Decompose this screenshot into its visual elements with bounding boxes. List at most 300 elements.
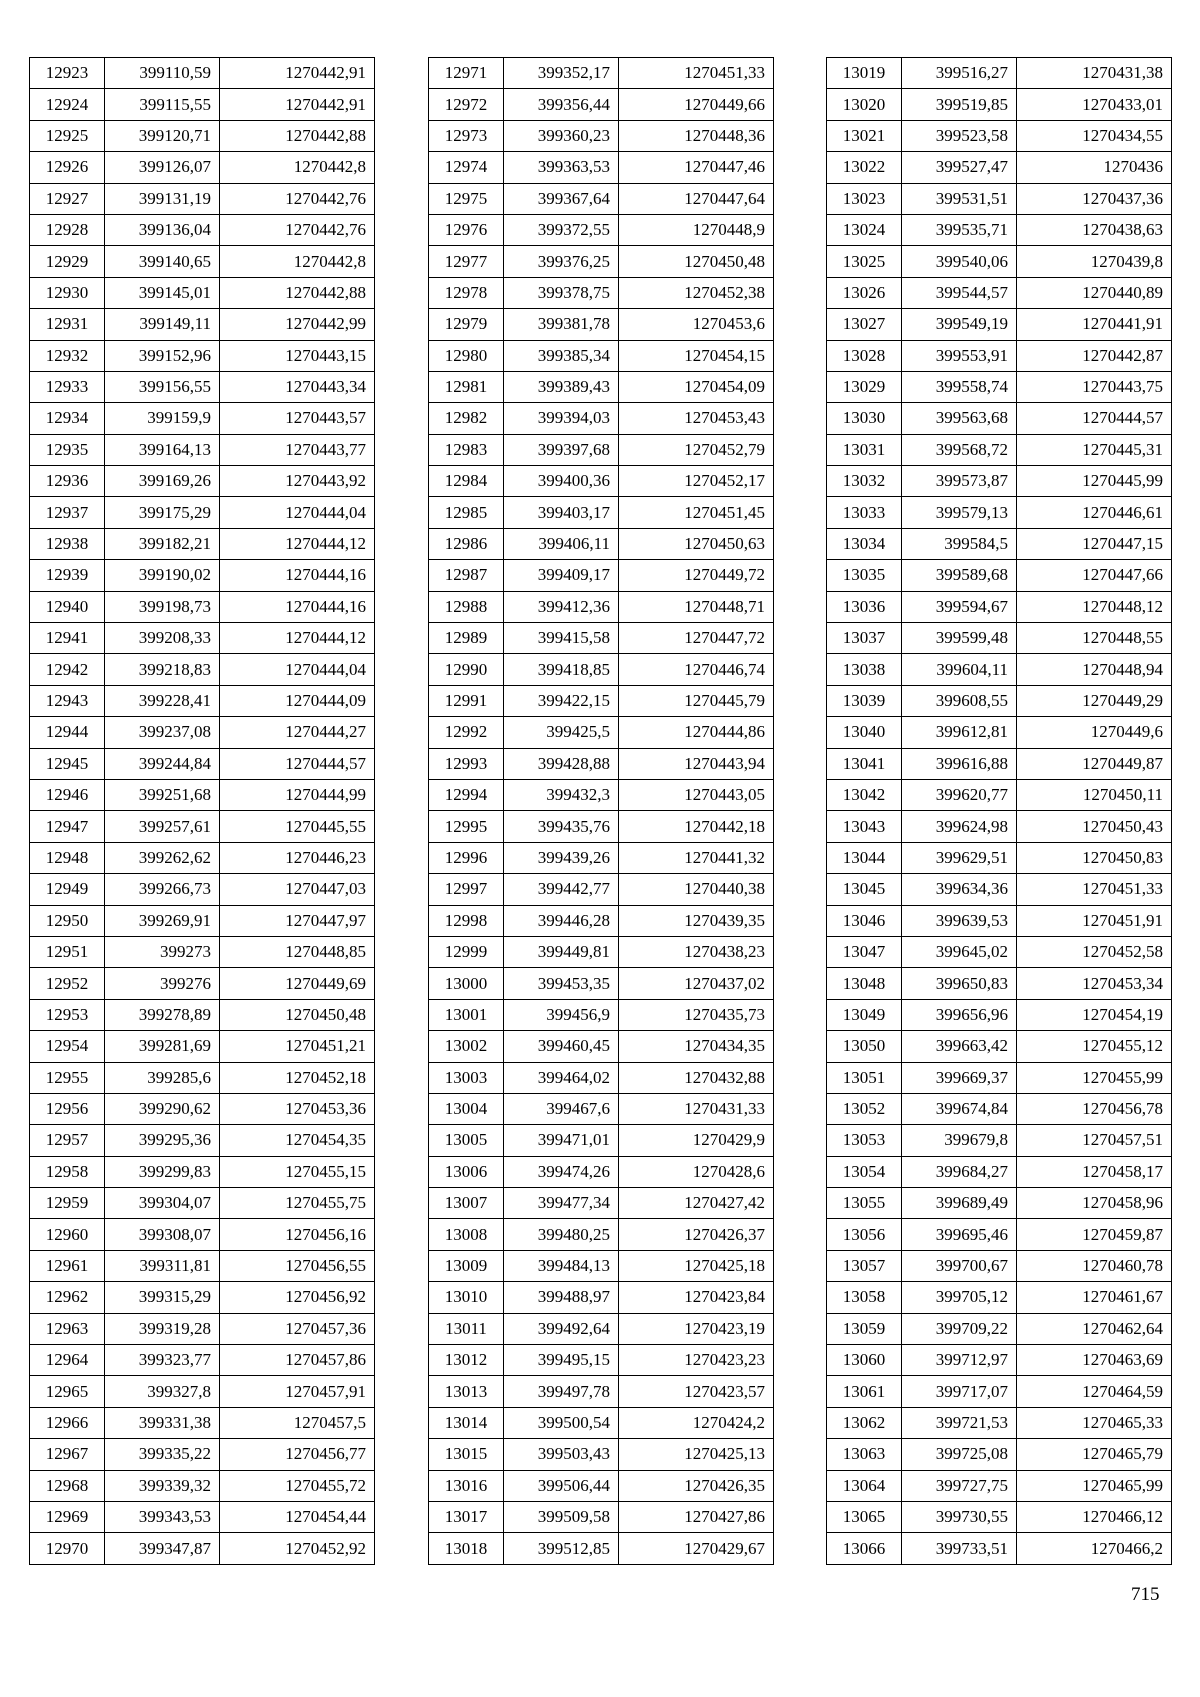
point-number-cell: 12938 [30, 528, 105, 559]
table-row [429, 214, 774, 245]
y-coordinate-cell: 1270453,6 [619, 309, 774, 340]
table-row [827, 497, 1172, 528]
point-number-cell: 13022 [827, 152, 902, 183]
x-coordinate-cell: 399363,53 [504, 152, 619, 183]
y-coordinate-cell: 1270450,43 [1017, 811, 1172, 842]
y-coordinate-cell: 1270456,78 [1017, 1093, 1172, 1124]
x-coordinate-cell: 399412,36 [504, 591, 619, 622]
x-coordinate-cell: 399372,55 [504, 214, 619, 245]
x-coordinate-cell: 399663,42 [902, 1031, 1017, 1062]
y-coordinate-cell: 1270423,19 [619, 1313, 774, 1344]
table-row [429, 1188, 774, 1219]
x-coordinate-cell: 399304,07 [105, 1188, 220, 1219]
x-coordinate-cell: 399535,71 [902, 214, 1017, 245]
y-coordinate-cell: 1270442,91 [220, 58, 375, 89]
table-row [827, 811, 1172, 842]
y-coordinate-cell: 1270455,12 [1017, 1031, 1172, 1062]
table-row [827, 152, 1172, 183]
point-number-cell: 13027 [827, 309, 902, 340]
point-number-cell: 13000 [429, 968, 504, 999]
point-number-cell: 13004 [429, 1093, 504, 1124]
y-coordinate-cell: 1270427,86 [619, 1501, 774, 1532]
x-coordinate-cell: 399519,85 [902, 89, 1017, 120]
table-row [827, 654, 1172, 685]
x-coordinate-cell: 399449,81 [504, 936, 619, 967]
coordinate-table-3 [826, 57, 1172, 1565]
y-coordinate-cell: 1270440,89 [1017, 277, 1172, 308]
x-coordinate-cell: 399352,17 [504, 58, 619, 89]
point-number-cell: 13023 [827, 183, 902, 214]
point-number-cell: 12968 [30, 1470, 105, 1501]
y-coordinate-cell: 1270447,66 [1017, 560, 1172, 591]
x-coordinate-cell: 399315,29 [105, 1282, 220, 1313]
table-row [827, 120, 1172, 151]
table-row [30, 1156, 375, 1187]
point-number-cell: 12975 [429, 183, 504, 214]
y-coordinate-cell: 1270442,8 [220, 152, 375, 183]
point-number-cell: 13045 [827, 874, 902, 905]
table-row [30, 1407, 375, 1438]
y-coordinate-cell: 1270450,83 [1017, 842, 1172, 873]
y-coordinate-cell: 1270432,88 [619, 1062, 774, 1093]
x-coordinate-cell: 399727,75 [902, 1470, 1017, 1501]
table-row [429, 1376, 774, 1407]
y-coordinate-cell: 1270446,61 [1017, 497, 1172, 528]
table-row [827, 1439, 1172, 1470]
point-number-cell: 12940 [30, 591, 105, 622]
y-coordinate-cell: 1270439,35 [619, 905, 774, 936]
point-number-cell: 13049 [827, 999, 902, 1030]
table-row [30, 58, 375, 89]
y-coordinate-cell: 1270452,58 [1017, 936, 1172, 967]
point-number-cell: 12970 [30, 1533, 105, 1564]
x-coordinate-cell: 399343,53 [105, 1501, 220, 1532]
y-coordinate-cell: 1270457,91 [220, 1376, 375, 1407]
point-number-cell: 13056 [827, 1219, 902, 1250]
y-coordinate-cell: 1270448,12 [1017, 591, 1172, 622]
point-number-cell: 13006 [429, 1156, 504, 1187]
table-row [429, 58, 774, 89]
point-number-cell: 13031 [827, 434, 902, 465]
x-coordinate-cell: 399477,34 [504, 1188, 619, 1219]
table-row [827, 1376, 1172, 1407]
x-coordinate-cell: 399152,96 [105, 340, 220, 371]
table-row [827, 842, 1172, 873]
x-coordinate-cell: 399725,08 [902, 1439, 1017, 1470]
point-number-cell: 13042 [827, 779, 902, 810]
point-number-cell: 12956 [30, 1093, 105, 1124]
point-number-cell: 12996 [429, 842, 504, 873]
table-row [30, 905, 375, 936]
table-row [827, 1313, 1172, 1344]
table-row [429, 1470, 774, 1501]
table-row [30, 340, 375, 371]
table-row [429, 1250, 774, 1281]
x-coordinate-cell: 399669,37 [902, 1062, 1017, 1093]
table-row [30, 1470, 375, 1501]
x-coordinate-cell: 399503,43 [504, 1439, 619, 1470]
table-row [30, 623, 375, 654]
x-coordinate-cell: 399257,61 [105, 811, 220, 842]
y-coordinate-cell: 1270449,66 [619, 89, 774, 120]
y-coordinate-cell: 1270457,36 [220, 1313, 375, 1344]
x-coordinate-cell: 399295,36 [105, 1125, 220, 1156]
x-coordinate-cell: 399319,28 [105, 1313, 220, 1344]
table-row [30, 403, 375, 434]
table-row [30, 1062, 375, 1093]
point-number-cell: 13017 [429, 1501, 504, 1532]
y-coordinate-cell: 1270438,23 [619, 936, 774, 967]
x-coordinate-cell: 399120,71 [105, 120, 220, 151]
y-coordinate-cell: 1270443,05 [619, 779, 774, 810]
table-row [30, 1093, 375, 1124]
point-number-cell: 13052 [827, 1093, 902, 1124]
point-number-cell: 13048 [827, 968, 902, 999]
table-row [429, 1501, 774, 1532]
table-row [827, 434, 1172, 465]
table-row [429, 874, 774, 905]
x-coordinate-cell: 399589,68 [902, 560, 1017, 591]
table-row [30, 936, 375, 967]
x-coordinate-cell: 399527,47 [902, 152, 1017, 183]
point-number-cell: 13043 [827, 811, 902, 842]
point-number-cell: 12981 [429, 371, 504, 402]
point-number-cell: 13034 [827, 528, 902, 559]
point-number-cell: 12971 [429, 58, 504, 89]
y-coordinate-cell: 1270442,91 [220, 89, 375, 120]
y-coordinate-cell: 1270447,72 [619, 623, 774, 654]
y-coordinate-cell: 1270450,11 [1017, 779, 1172, 810]
y-coordinate-cell: 1270442,76 [220, 214, 375, 245]
y-coordinate-cell: 1270442,88 [220, 120, 375, 151]
table-row [30, 685, 375, 716]
x-coordinate-cell: 399460,45 [504, 1031, 619, 1062]
point-number-cell: 12935 [30, 434, 105, 465]
table-row [429, 1219, 774, 1250]
table-row [30, 1376, 375, 1407]
y-coordinate-cell: 1270425,13 [619, 1439, 774, 1470]
point-number-cell: 12949 [30, 874, 105, 905]
point-number-cell: 12953 [30, 999, 105, 1030]
y-coordinate-cell: 1270425,18 [619, 1250, 774, 1281]
table-row [827, 560, 1172, 591]
table-row [827, 1031, 1172, 1062]
table-row [30, 1439, 375, 1470]
point-number-cell: 13015 [429, 1439, 504, 1470]
table-row [429, 842, 774, 873]
point-number-cell: 13065 [827, 1501, 902, 1532]
point-number-cell: 13040 [827, 717, 902, 748]
point-number-cell: 13019 [827, 58, 902, 89]
x-coordinate-cell: 399516,27 [902, 58, 1017, 89]
y-coordinate-cell: 1270451,33 [619, 58, 774, 89]
y-coordinate-cell: 1270448,9 [619, 214, 774, 245]
point-number-cell: 13018 [429, 1533, 504, 1564]
table-row [30, 654, 375, 685]
point-number-cell: 12943 [30, 685, 105, 716]
table-row [827, 309, 1172, 340]
y-coordinate-cell: 1270423,57 [619, 1376, 774, 1407]
point-number-cell: 12948 [30, 842, 105, 873]
point-number-cell: 13060 [827, 1345, 902, 1376]
point-number-cell: 12929 [30, 246, 105, 277]
y-coordinate-cell: 1270466,12 [1017, 1501, 1172, 1532]
y-coordinate-cell: 1270443,94 [619, 748, 774, 779]
point-number-cell: 12991 [429, 685, 504, 716]
y-coordinate-cell: 1270427,42 [619, 1188, 774, 1219]
x-coordinate-cell: 399339,32 [105, 1470, 220, 1501]
x-coordinate-cell: 399712,97 [902, 1345, 1017, 1376]
point-number-cell: 13033 [827, 497, 902, 528]
y-coordinate-cell: 1270424,2 [619, 1407, 774, 1438]
y-coordinate-cell: 1270428,6 [619, 1156, 774, 1187]
table-row [429, 1439, 774, 1470]
y-coordinate-cell: 1270442,87 [1017, 340, 1172, 371]
x-coordinate-cell: 399639,53 [902, 905, 1017, 936]
table-row [429, 152, 774, 183]
y-coordinate-cell: 1270449,6 [1017, 717, 1172, 748]
x-coordinate-cell: 399381,78 [504, 309, 619, 340]
y-coordinate-cell: 1270438,63 [1017, 214, 1172, 245]
table-row [429, 183, 774, 214]
x-coordinate-cell: 399208,33 [105, 623, 220, 654]
x-coordinate-cell: 399579,13 [902, 497, 1017, 528]
x-coordinate-cell: 399425,5 [504, 717, 619, 748]
point-number-cell: 12936 [30, 466, 105, 497]
x-coordinate-cell: 399480,25 [504, 1219, 619, 1250]
x-coordinate-cell: 399115,55 [105, 89, 220, 120]
table-row [429, 246, 774, 277]
point-number-cell: 13028 [827, 340, 902, 371]
y-coordinate-cell: 1270453,43 [619, 403, 774, 434]
y-coordinate-cell: 1270452,18 [220, 1062, 375, 1093]
point-number-cell: 13054 [827, 1156, 902, 1187]
point-number-cell: 12982 [429, 403, 504, 434]
point-number-cell: 12969 [30, 1501, 105, 1532]
x-coordinate-cell: 399182,21 [105, 528, 220, 559]
table-row [827, 1219, 1172, 1250]
x-coordinate-cell: 399446,28 [504, 905, 619, 936]
x-coordinate-cell: 399612,81 [902, 717, 1017, 748]
y-coordinate-cell: 1270444,99 [220, 779, 375, 810]
point-number-cell: 13058 [827, 1282, 902, 1313]
table-row [827, 717, 1172, 748]
x-coordinate-cell: 399544,57 [902, 277, 1017, 308]
y-coordinate-cell: 1270465,33 [1017, 1407, 1172, 1438]
y-coordinate-cell: 1270456,16 [220, 1219, 375, 1250]
table-row [429, 999, 774, 1030]
table-row [429, 591, 774, 622]
x-coordinate-cell: 399608,55 [902, 685, 1017, 716]
table-row [429, 1282, 774, 1313]
y-coordinate-cell: 1270458,17 [1017, 1156, 1172, 1187]
y-coordinate-cell: 1270448,71 [619, 591, 774, 622]
table-row [429, 811, 774, 842]
y-coordinate-cell: 1270429,9 [619, 1125, 774, 1156]
point-number-cell: 12930 [30, 277, 105, 308]
x-coordinate-cell: 399620,77 [902, 779, 1017, 810]
x-coordinate-cell: 399456,9 [504, 999, 619, 1030]
point-number-cell: 12988 [429, 591, 504, 622]
point-number-cell: 13011 [429, 1313, 504, 1344]
point-number-cell: 12995 [429, 811, 504, 842]
y-coordinate-cell: 1270454,19 [1017, 999, 1172, 1030]
y-coordinate-cell: 1270465,79 [1017, 1439, 1172, 1470]
table-row [827, 936, 1172, 967]
point-number-cell: 13066 [827, 1533, 902, 1564]
y-coordinate-cell: 1270452,38 [619, 277, 774, 308]
x-coordinate-cell: 399474,26 [504, 1156, 619, 1187]
table-row [30, 1219, 375, 1250]
y-coordinate-cell: 1270449,72 [619, 560, 774, 591]
point-number-cell: 13010 [429, 1282, 504, 1313]
x-coordinate-cell: 399376,25 [504, 246, 619, 277]
point-number-cell: 12952 [30, 968, 105, 999]
y-coordinate-cell: 1270456,77 [220, 1439, 375, 1470]
table-row [30, 1313, 375, 1344]
table-row [827, 968, 1172, 999]
point-number-cell: 13014 [429, 1407, 504, 1438]
point-number-cell: 13061 [827, 1376, 902, 1407]
table-row [30, 1501, 375, 1532]
table-row [827, 58, 1172, 89]
coordinate-table-1 [29, 57, 375, 1565]
table-row [30, 1250, 375, 1281]
table-row [429, 1062, 774, 1093]
y-coordinate-cell: 1270434,55 [1017, 120, 1172, 151]
point-number-cell: 12986 [429, 528, 504, 559]
table-row [30, 120, 375, 151]
point-number-cell: 12954 [30, 1031, 105, 1062]
point-number-cell: 12933 [30, 371, 105, 402]
x-coordinate-cell: 399488,97 [504, 1282, 619, 1313]
x-coordinate-cell: 399730,55 [902, 1501, 1017, 1532]
y-coordinate-cell: 1270458,96 [1017, 1188, 1172, 1219]
x-coordinate-cell: 399484,13 [504, 1250, 619, 1281]
table-row [827, 591, 1172, 622]
point-number-cell: 12972 [429, 89, 504, 120]
table-row [827, 1125, 1172, 1156]
table-row [429, 717, 774, 748]
point-number-cell: 13062 [827, 1407, 902, 1438]
x-coordinate-cell: 399563,68 [902, 403, 1017, 434]
x-coordinate-cell: 399409,17 [504, 560, 619, 591]
table-row [30, 214, 375, 245]
point-number-cell: 13021 [827, 120, 902, 151]
table-row [827, 874, 1172, 905]
y-coordinate-cell: 1270443,15 [220, 340, 375, 371]
table-row [429, 905, 774, 936]
x-coordinate-cell: 399218,83 [105, 654, 220, 685]
point-number-cell: 12978 [429, 277, 504, 308]
y-coordinate-cell: 1270443,57 [220, 403, 375, 434]
point-number-cell: 13035 [827, 560, 902, 591]
table-row [827, 466, 1172, 497]
point-number-cell: 12998 [429, 905, 504, 936]
point-number-cell: 12937 [30, 497, 105, 528]
point-number-cell: 12990 [429, 654, 504, 685]
table-row [30, 309, 375, 340]
x-coordinate-cell: 399464,02 [504, 1062, 619, 1093]
x-coordinate-cell: 399497,78 [504, 1376, 619, 1407]
y-coordinate-cell: 1270444,16 [220, 560, 375, 591]
table-row [30, 277, 375, 308]
table-row [30, 999, 375, 1030]
point-number-cell: 13026 [827, 277, 902, 308]
table-row [827, 1250, 1172, 1281]
x-coordinate-cell: 399721,53 [902, 1407, 1017, 1438]
x-coordinate-cell: 399273 [105, 936, 220, 967]
point-number-cell: 13063 [827, 1439, 902, 1470]
point-number-cell: 13009 [429, 1250, 504, 1281]
x-coordinate-cell: 399674,84 [902, 1093, 1017, 1124]
x-coordinate-cell: 399276 [105, 968, 220, 999]
y-coordinate-cell: 1270452,17 [619, 466, 774, 497]
x-coordinate-cell: 399495,15 [504, 1345, 619, 1376]
table-row [30, 874, 375, 905]
point-number-cell: 12993 [429, 748, 504, 779]
table-row [30, 528, 375, 559]
x-coordinate-cell: 399323,77 [105, 1345, 220, 1376]
table-row [30, 466, 375, 497]
x-coordinate-cell: 399432,3 [504, 779, 619, 810]
x-coordinate-cell: 399523,58 [902, 120, 1017, 151]
y-coordinate-cell: 1270444,04 [220, 654, 375, 685]
x-coordinate-cell: 399190,02 [105, 560, 220, 591]
point-number-cell: 12955 [30, 1062, 105, 1093]
x-coordinate-cell: 399244,84 [105, 748, 220, 779]
y-coordinate-cell: 1270442,88 [220, 277, 375, 308]
x-coordinate-cell: 399512,85 [504, 1533, 619, 1564]
y-coordinate-cell: 1270436 [1017, 152, 1172, 183]
x-coordinate-cell: 399356,44 [504, 89, 619, 120]
x-coordinate-cell: 399327,8 [105, 1376, 220, 1407]
table-row [429, 1407, 774, 1438]
y-coordinate-cell: 1270437,36 [1017, 183, 1172, 214]
table-row [827, 999, 1172, 1030]
x-coordinate-cell: 399281,69 [105, 1031, 220, 1062]
y-coordinate-cell: 1270442,99 [220, 309, 375, 340]
y-coordinate-cell: 1270445,99 [1017, 466, 1172, 497]
x-coordinate-cell: 399311,81 [105, 1250, 220, 1281]
y-coordinate-cell: 1270444,27 [220, 717, 375, 748]
point-number-cell: 12976 [429, 214, 504, 245]
table-row [827, 371, 1172, 402]
point-number-cell: 12961 [30, 1250, 105, 1281]
x-coordinate-cell: 399422,15 [504, 685, 619, 716]
y-coordinate-cell: 1270451,91 [1017, 905, 1172, 936]
x-coordinate-cell: 399599,48 [902, 623, 1017, 654]
y-coordinate-cell: 1270439,8 [1017, 246, 1172, 277]
y-coordinate-cell: 1270446,74 [619, 654, 774, 685]
x-coordinate-cell: 399471,01 [504, 1125, 619, 1156]
y-coordinate-cell: 1270464,59 [1017, 1376, 1172, 1407]
y-coordinate-cell: 1270457,86 [220, 1345, 375, 1376]
table-row [30, 246, 375, 277]
table-row [827, 1188, 1172, 1219]
x-coordinate-cell: 399629,51 [902, 842, 1017, 873]
x-coordinate-cell: 399435,76 [504, 811, 619, 842]
y-coordinate-cell: 1270434,35 [619, 1031, 774, 1062]
x-coordinate-cell: 399385,34 [504, 340, 619, 371]
y-coordinate-cell: 1270453,36 [220, 1093, 375, 1124]
point-number-cell: 12980 [429, 340, 504, 371]
y-coordinate-cell: 1270455,75 [220, 1188, 375, 1219]
point-number-cell: 13013 [429, 1376, 504, 1407]
table-row [827, 905, 1172, 936]
x-coordinate-cell: 399145,01 [105, 277, 220, 308]
point-number-cell: 12999 [429, 936, 504, 967]
